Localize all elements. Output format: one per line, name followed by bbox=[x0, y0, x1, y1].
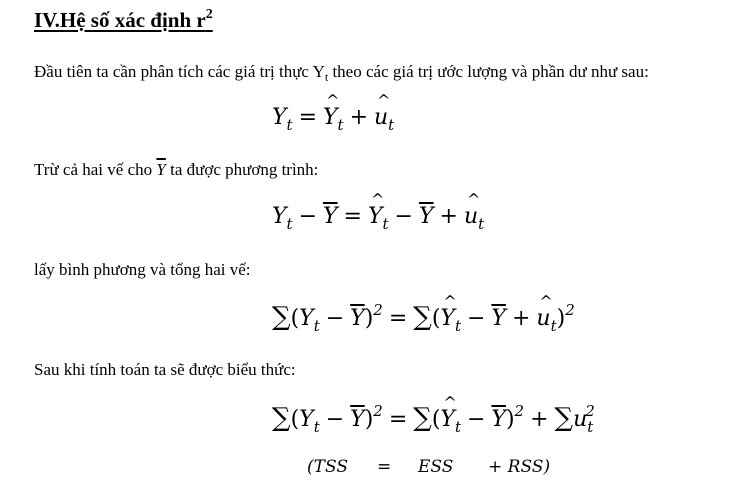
paragraph-subtract bbox=[34, 160, 318, 180]
annotation-tss: (TSS bbox=[307, 457, 348, 477]
equation-3: $\sum(Y_t - \overline{Y})^2$ = ∑(^ $Y_t - \overline{Y}$ + ^ $u_t)^2$ bbox=[272, 302, 575, 332]
paragraph-subtract-symbol: $\overline{Y}$ bbox=[156, 160, 166, 179]
paragraph-intro-subscript: t bbox=[324, 70, 329, 84]
paragraph-square: lấy bình phương và tổng hai vế: bbox=[34, 260, 251, 279]
equation-2: $Y_t - \overline{Y}$ = ^ $Y_t - \overline{Y}$ + ^ $u_t$ bbox=[272, 204, 484, 229]
section-title-superscript: 2 bbox=[205, 7, 213, 22]
equation-1: $Y_t$ = ^ $Y_t$ + ^ $u_t$ bbox=[272, 105, 394, 130]
section-heading bbox=[34, 8, 213, 33]
paragraph-subtract-text-start: Trừ cả hai vế cho bbox=[34, 160, 157, 179]
annotation-ess: ESS bbox=[418, 457, 454, 477]
paragraph-subtract-text-end: ta được phương trình: bbox=[165, 160, 319, 179]
paragraph-intro-text-start: Đầu tiên ta cần phân tích các giá trị thực Y bbox=[34, 62, 325, 81]
section-title: Hệ số xác định r bbox=[59, 8, 206, 32]
equation-4: $\sum(Y_t - \overline{Y})^2$ = ∑(^ $Y_t - \overline{Y})^2 + \sum u_t^2$ bbox=[272, 403, 595, 433]
annotation-equals: = bbox=[377, 457, 392, 477]
annotation-rss: + RSS) bbox=[488, 457, 551, 477]
paragraph-intro bbox=[34, 62, 649, 82]
section-number: IV. bbox=[34, 8, 60, 32]
paragraph-intro-text-end: theo các giá trị ước lượng và phần dư như sau: bbox=[328, 62, 649, 81]
paragraph-result: Sau khi tính toán ta sẽ được biểu thức: bbox=[34, 360, 296, 379]
